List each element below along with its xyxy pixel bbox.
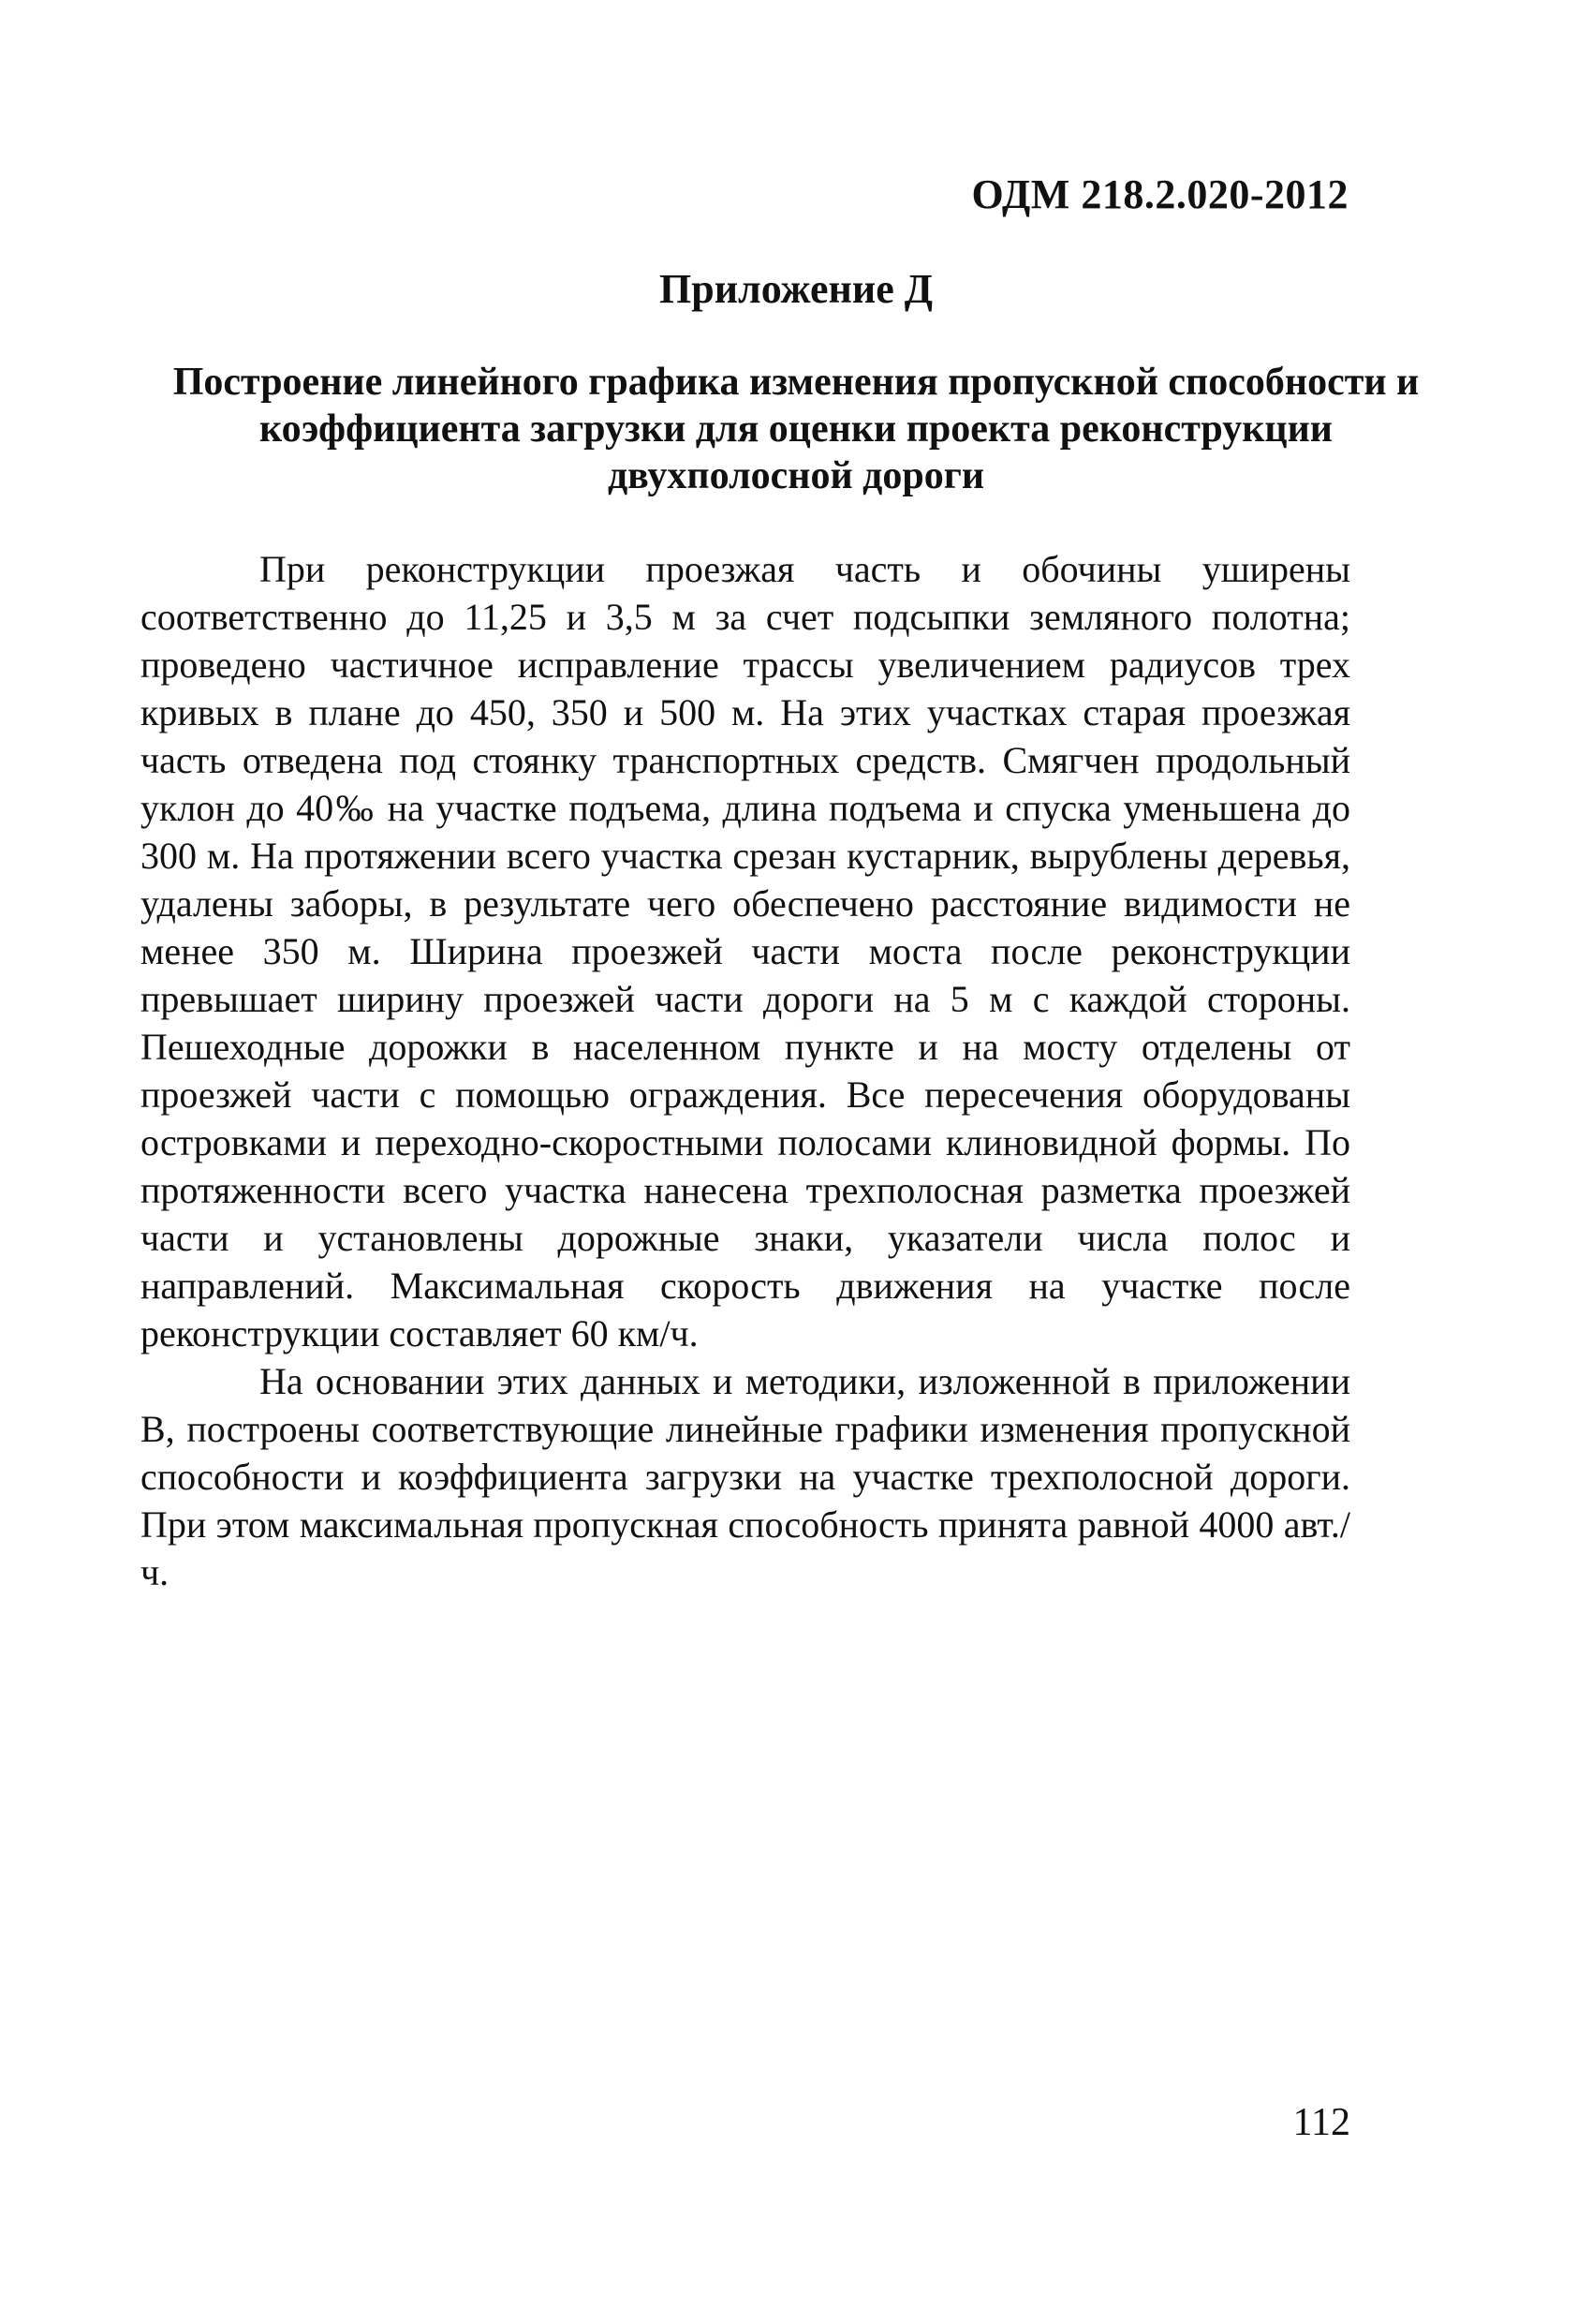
appendix-title: Приложение Д (659, 266, 933, 312)
section-title: Построение линейного графика изменения пропускной способности и коэффициента загрузки для оценки проекта реконструкции двухполосной дороги (172, 361, 1420, 497)
paragraph-1: При реконструкции проезжая часть и обочины уширены соответственно до 11,25 и 3,5 м за счет подсыпки земляного полотна; проведено частичное исправление трассы увеличением радиусов трех кривых в плане до 450, 350 и 500 м. На этих участках старая проезжая часть отведена под стоянку транспортных средств. Смягчен продольный уклон до 40‰ на участке подъема, длина подъема и спуска уменьшена до 300 м. На протяжении всего участка срезан кустарник, вырублены деревья, удалены заборы, в результате чего обеспечено расстояние видимости не менее 350 м. Ширина проезжей части моста после реконструкции превышает ширину проезжей части дороги на 5 м с каждой стороны. Пешеходные дорожки в населенном пункте и на мосту отделены от проезжей части с помощью ограждения. Все пересечения оборудованы островками и переходно-скоростными полосами клиновидной формы. По протяженности всего участка нанесена трехполосная разметка проезжей части и установлены дорожные знаки, указатели числа полос и направлений. Максимальная скорость движения на участке после реконструкции составляет 60 км/ч. (140, 548, 1350, 1354)
paragraph-2: На основании этих данных и методики, изложенной в приложении В, построены соответствующие линейные графики изменения пропускной способности и коэффициента загрузки на участке трехполосной дороги. При этом максимальная пропускная способность принята равной 4000 авт./ч. (140, 1360, 1350, 1593)
page-number: 112 (1292, 2101, 1350, 2144)
body-text (140, 545, 1350, 1596)
document-code: ОДМ 218.2.020-2012 (971, 171, 1349, 217)
